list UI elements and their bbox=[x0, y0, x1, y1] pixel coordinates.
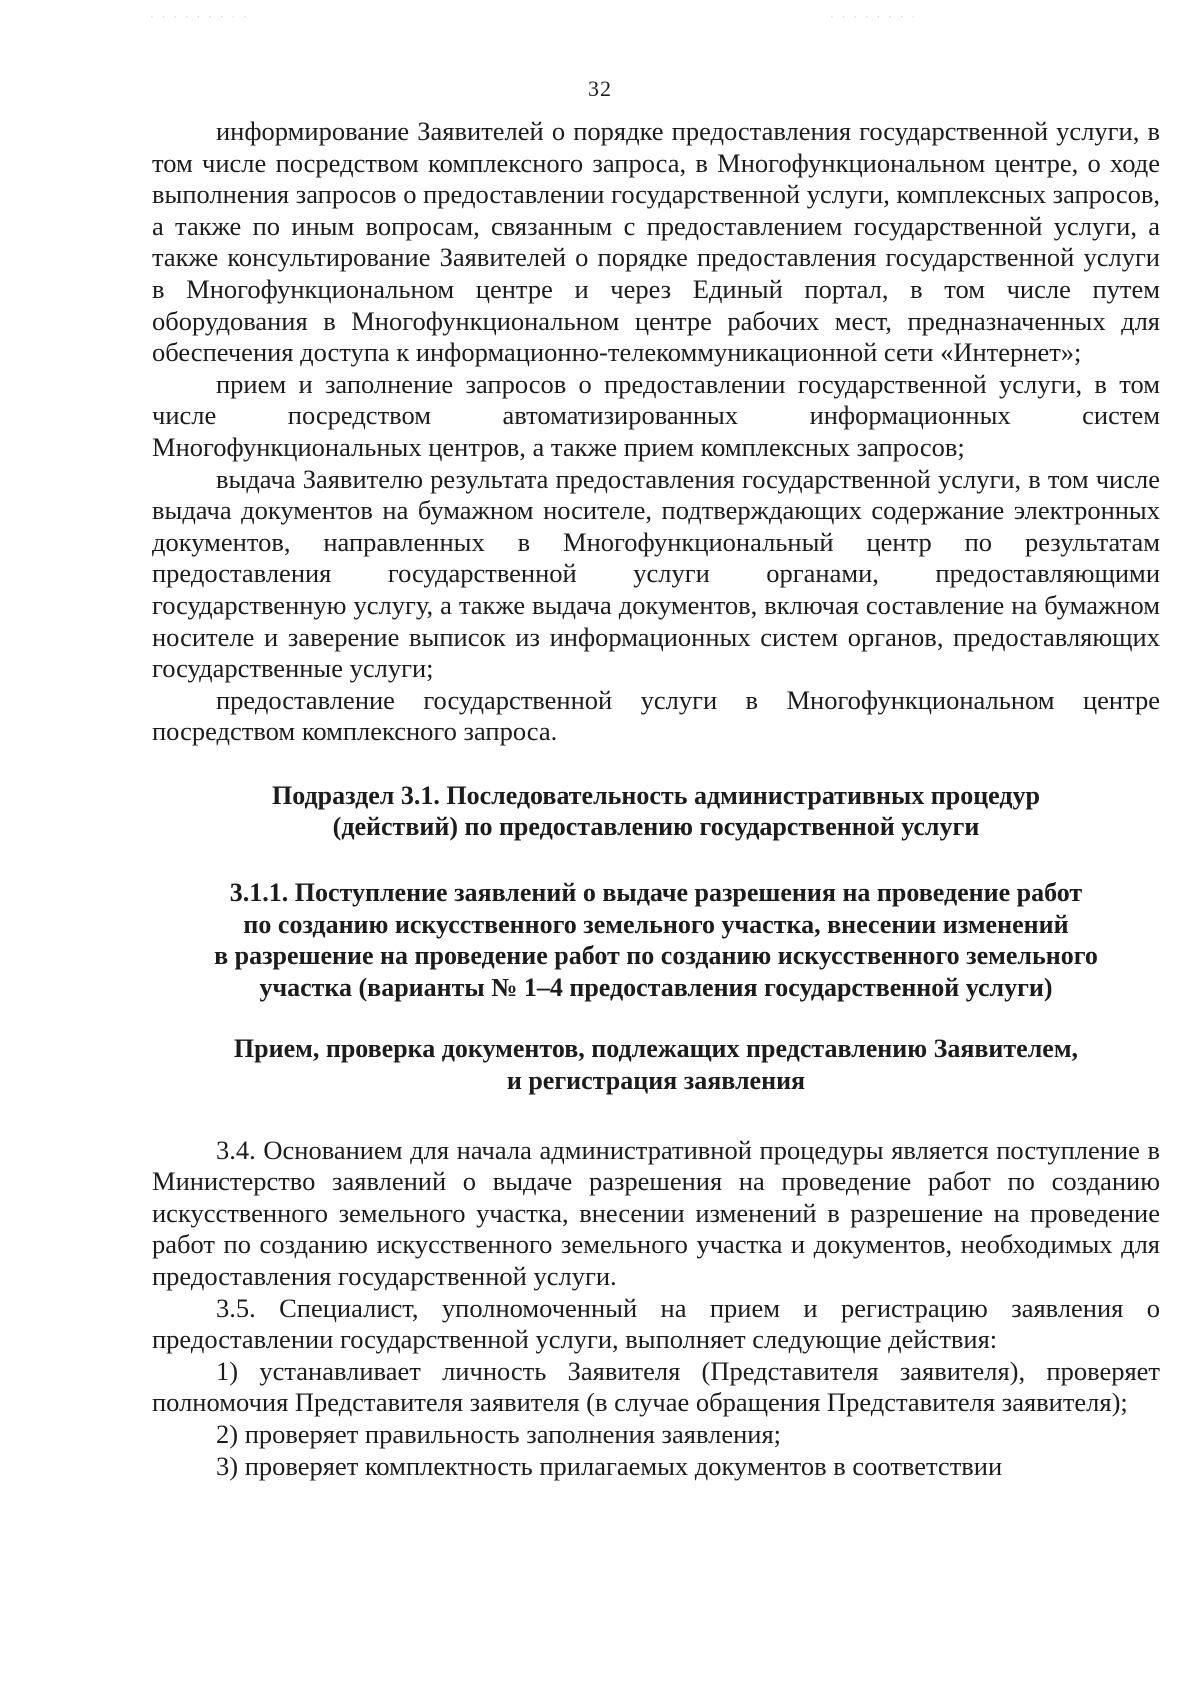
subsection-heading bbox=[152, 780, 1160, 843]
list-item-1: 1) устанавливает личность Заявителя (Представителя заявителя), проверяет полномочия Представителя заявителя (в случае обращения Представителя заявителя); bbox=[152, 1355, 1160, 1418]
procedure-heading-line2: и регистрация заявления bbox=[506, 1066, 806, 1096]
list-item-3: 3) проверяет комплектность прилагаемых документов в соответствии bbox=[216, 1450, 1003, 1481]
spacer bbox=[152, 1003, 1160, 1033]
paragraph-reception: прием и заполнение запросов о предоставлении государственной услуги, в том числе посредством автоматизированных информационных систем Многофункциональных центров, а также прием комплексных запросов; bbox=[152, 368, 1160, 462]
paragraph-complex-request: предоставление государственной услуги в Многофункциональном центре посредством комплексного запроса. bbox=[152, 684, 1160, 747]
list-item-2: 2) проверяет правильность заполнения заявления; bbox=[216, 1418, 782, 1449]
document-body bbox=[152, 116, 1160, 1482]
spacer bbox=[152, 1097, 1160, 1135]
subsection-heading-line1: Подраздел 3.1. Последовательность административных процедур bbox=[272, 780, 1040, 810]
spacer bbox=[152, 843, 1160, 877]
paragraph-informing: информирование Заявителей о порядке предоставления государственной услуги, в том числе посредством комплексного запроса, в Многофункциональном центре, о ходе выполнения запросов о предоставлении государственной услуги, комплексных запросов, а также по иным вопросам, связанным с предоставлением государственной услуги, а также консультирование Заявителей о порядке предоставления государственной услуги в Многофункциональном центре и через Единый портал, в том числе путем оборудования в Многофункциональном центре рабочих мест, предназначенных для обеспечения доступа к информационно-телекоммуникационной сети «Интернет»; bbox=[152, 116, 1160, 368]
scan-artifact: · · · · · · · · bbox=[830, 10, 918, 24]
subsection-heading-line2: (действий) по предоставлению государственной услуги bbox=[332, 812, 980, 842]
scan-artifact: · · · · · · · · · bbox=[150, 10, 249, 24]
procedure-heading-line1: Прием, проверка документов, подлежащих представлению Заявителем, bbox=[233, 1034, 1079, 1064]
section-heading-line4: участка (варианты № 1–4 предоставления государственной услуги) bbox=[259, 972, 1053, 1002]
section-heading bbox=[152, 877, 1160, 1003]
paragraph-3-5: 3.5. Специалист, уполномоченный на прием и регистрацию заявления о предоставлении государственной услуги, выполняет следующие действия: bbox=[152, 1292, 1160, 1355]
paragraph-issuance: выдача Заявителю результата предоставления государственной услуги, в том числе выдача документов на бумажном носителе, подтверждающих содержание электронных документов, направленных в Многофункциональный центр по результатам предоставления государственной услуги органами, предоставляющими государственную услугу, а также выдача документов, включая составление на бумажном носителе и заверение выписок из информационных систем органов, предоставляющих государственные услуги; bbox=[152, 463, 1160, 684]
section-heading-line3: в разрешение на проведение работ по созданию искусственного земельного bbox=[214, 941, 1098, 971]
procedure-heading bbox=[152, 1033, 1160, 1096]
page-number: 32 bbox=[588, 76, 612, 101]
section-heading-line1: 3.1.1. Поступление заявлений о выдаче разрешения на проведение работ bbox=[229, 878, 1083, 908]
section-heading-line2: по созданию искусственного земельного участка, внесении изменений bbox=[243, 909, 1069, 939]
paragraph-3-4: 3.4. Основанием для начала административной процедуры является поступление в Министерство заявлений о выдаче разрешения на проведение работ по созданию искусственного земельного участка, внесении изменений в разрешение на проведение работ по созданию искусственного земельного участка и документов, необходимых для предоставления государственной услуги. bbox=[152, 1134, 1160, 1291]
spacer bbox=[152, 748, 1160, 780]
